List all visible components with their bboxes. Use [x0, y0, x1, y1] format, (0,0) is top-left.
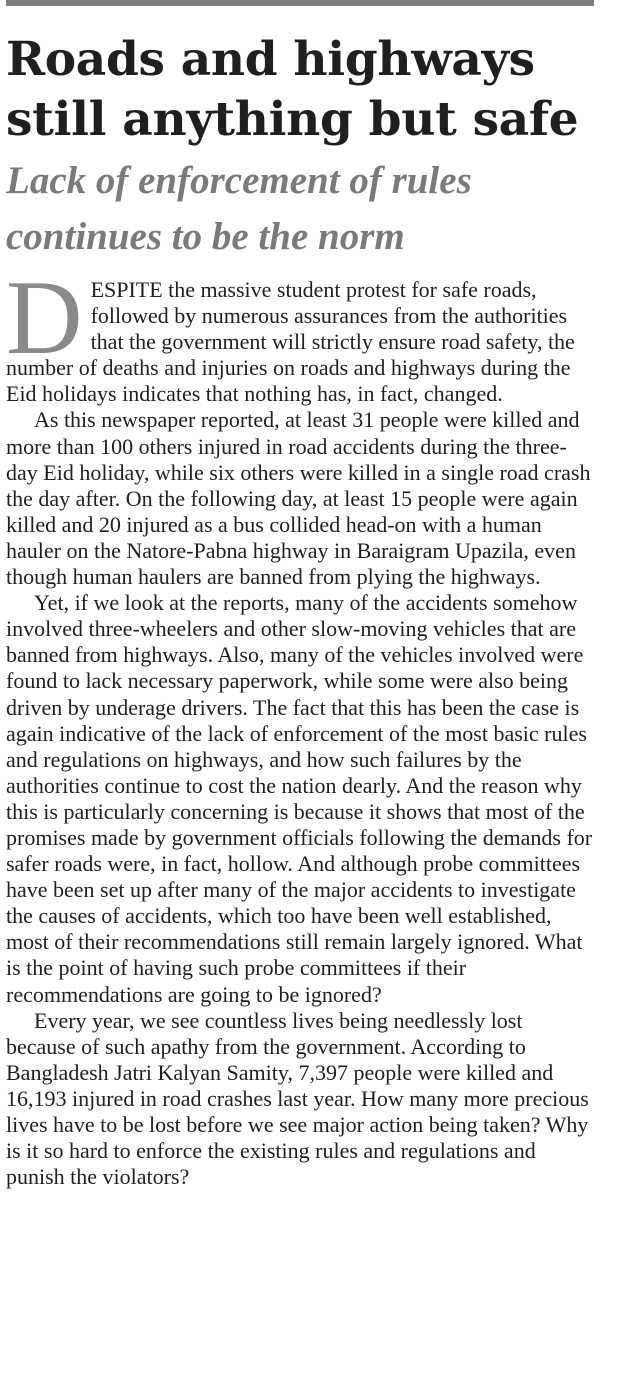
headline: Roads and highways still anything but safe [6, 32, 579, 147]
subheadline: Lack of enforcement of rules continues to be the norm [6, 159, 472, 258]
paragraph-2: As this newspaper reported, at least 31 people were killed and more than 100 others injured in road accidents during the three-day Eid holiday, while six others were killed in a single road crash the day after. On the following day, at least 15 people were again killed and 20 injured as a bus collided head-on with a human hauler on the Natore-Pabna highway in Baraigram Upazila, even though human haulers are banned from plying the highways. [6, 407, 591, 590]
top-rule [6, 0, 594, 6]
lead-paragraph-text: ESPITE the massive student protest for safe roads, followed by numerous assurances from the authorities that the government will strictly ensure road safety, the number of deaths and injuries on roads and highways during the Eid holidays indicates that nothing has, in fact, changed. [6, 277, 575, 407]
article-body [6, 259, 594, 1190]
drop-cap: D [6, 259, 83, 376]
paragraph-4: Every year, we see countless lives being needlessly lost because of such apathy from the government. According to Bangladesh Jatri Kalyan Samity, 7,397 people were killed and 16,193 injured in road crashes last year. How many more precious lives have to be lost before we see major action being taken? Why is it so hard to enforce the existing rules and regulations and punish the violators? [6, 1007, 589, 1190]
paragraph-3: Yet, if we look at the reports, many of the accidents somehow involved three-wheelers and other slow-moving vehicles that are banned from highways. Also, many of the vehicles involved were found to lack necessary paperwork, while some were also being driven by underage drivers. The fact that this has been the case is again indicative of the lack of enforcement of the most basic rules and regulations on highways, and how such failures by the authorities continue to cost the nation dearly. And the reason why this is particularly concerning is because it shows that most of the promises made by government officials following the demands for safer roads were, in fact, hollow. And although probe committees have been set up after many of the major accidents to investigate the causes of accidents, which too have been well established, most of their recommendations still remain largely ignored. What is the point of having such probe committees if their recommendations are going to be ignored? [6, 590, 593, 1007]
lead-paragraph [6, 259, 594, 407]
editorial-article [6, 30, 594, 1190]
